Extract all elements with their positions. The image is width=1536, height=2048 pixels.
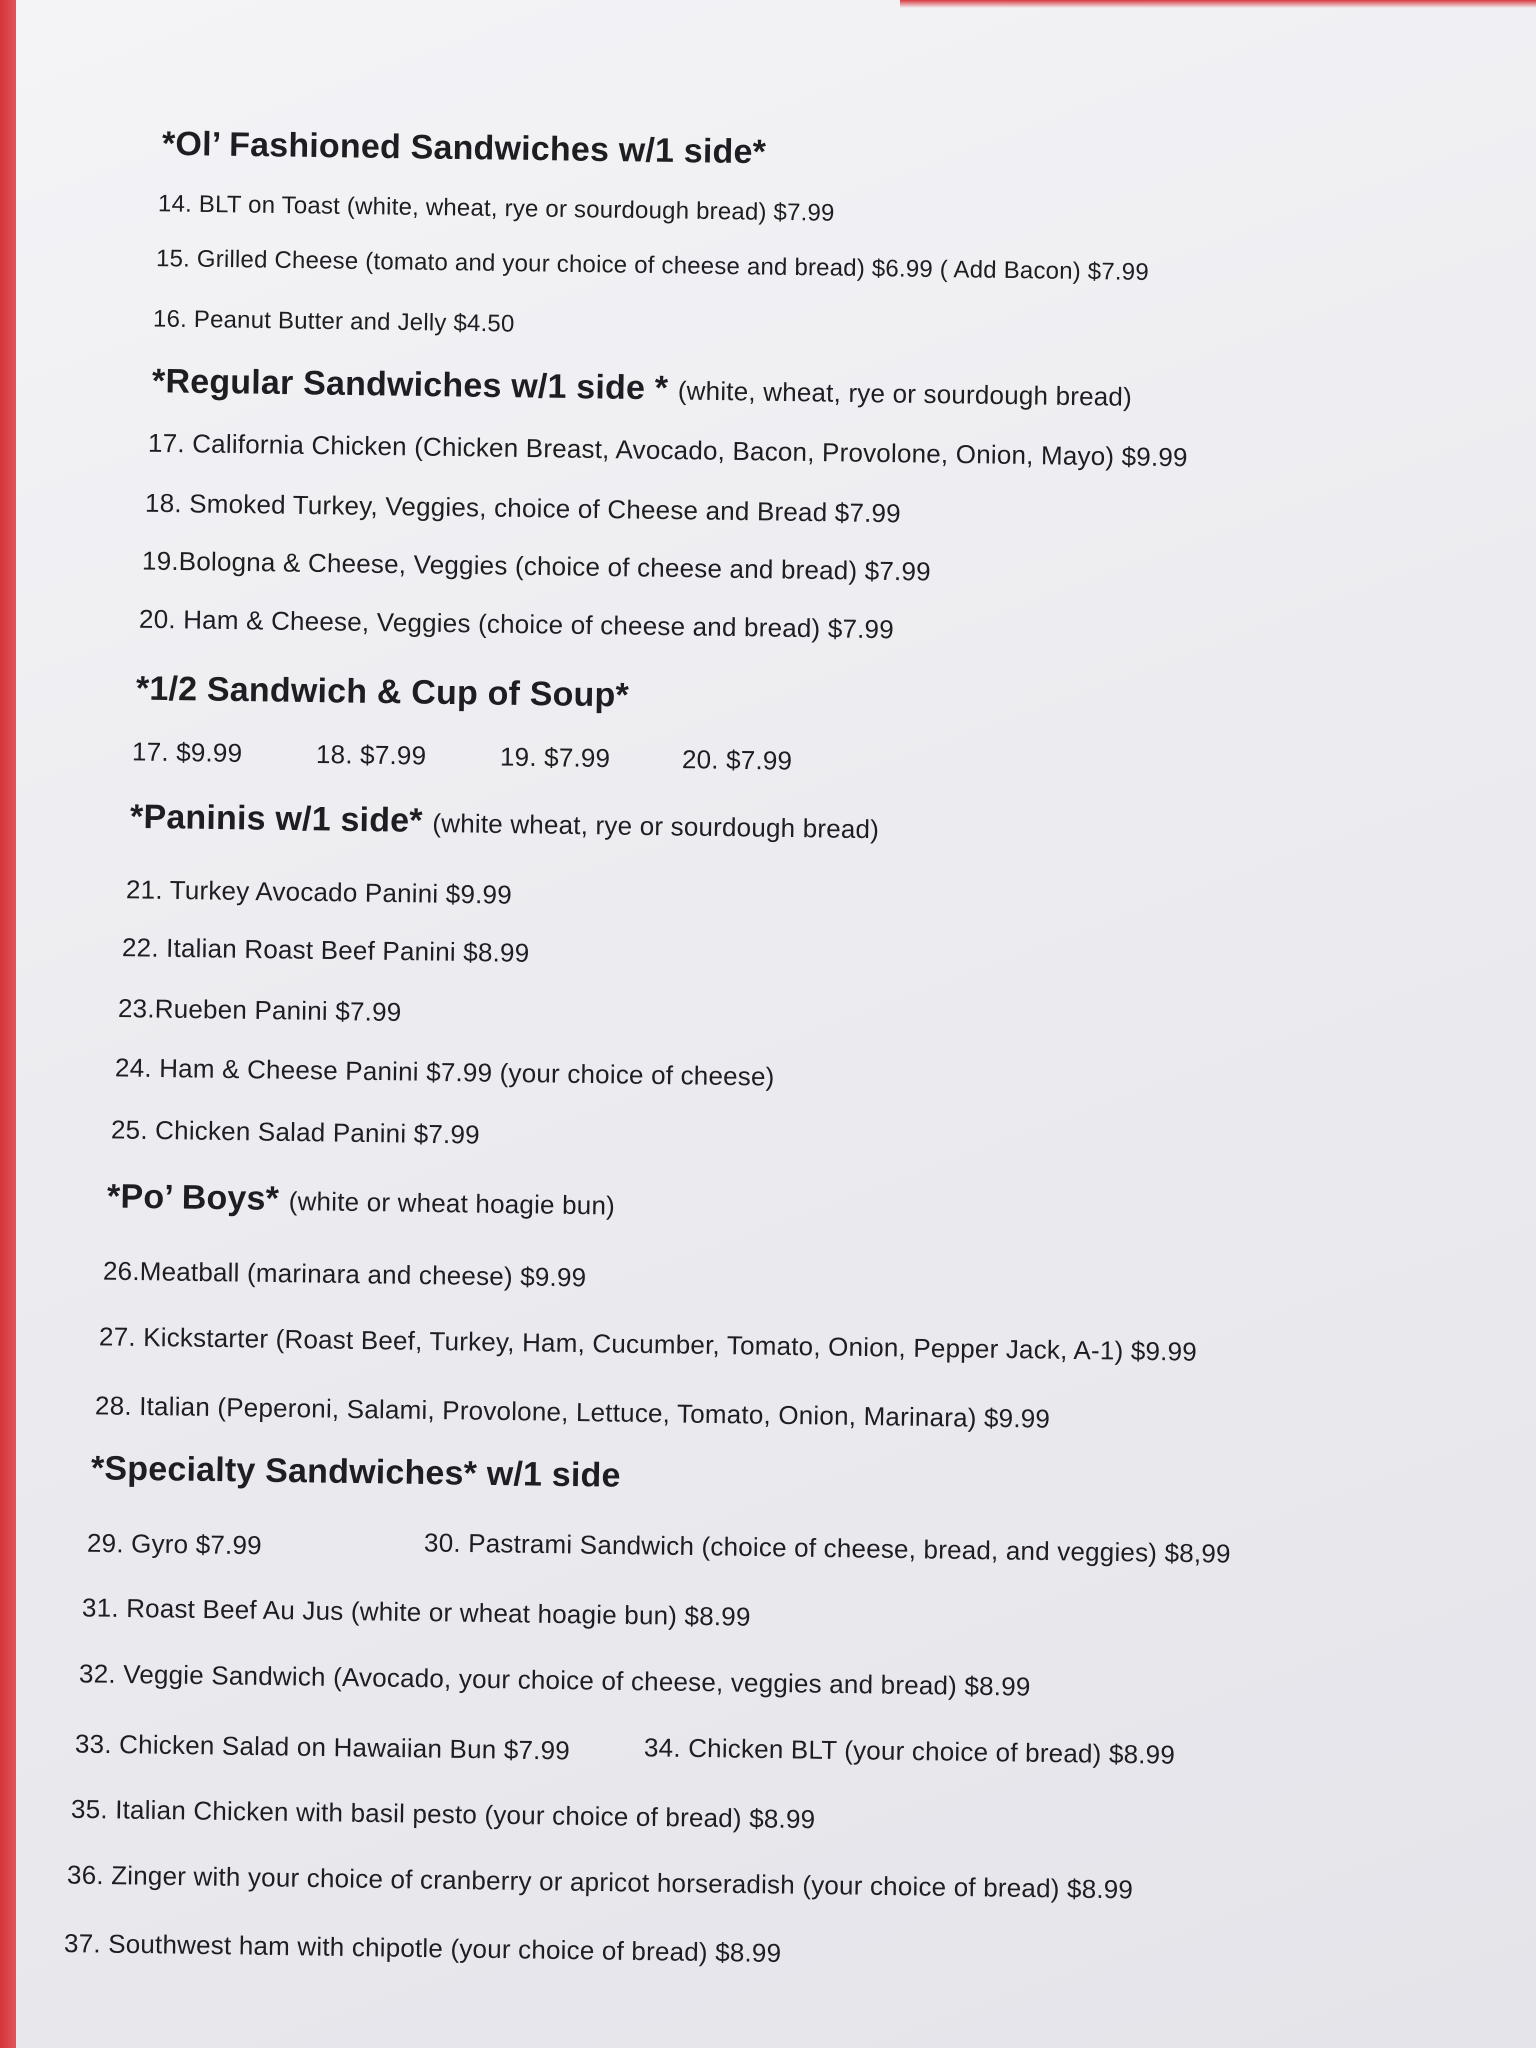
menu-item: 31. Roast Beef Au Jus (white or wheat hoagie bun) $8.99 xyxy=(81,1592,751,1632)
section-heading-regular-title: *Regular Sandwiches w/1 side * xyxy=(151,362,669,408)
section-heading-po-boys xyxy=(107,1176,616,1225)
menu-item: 25. Chicken Salad Panini $7.99 xyxy=(110,1114,481,1150)
menu-item: 28. Italian (Peperoni, Salami, Provolone, Lettuce, Tomato, Onion, Marinara) $9.99 xyxy=(94,1390,1051,1434)
menu-item: 36. Zinger with your choice of cranberry or apricot horseradish (your choice of bread) $8.99 xyxy=(66,1859,1134,1905)
menu-item: 16. Peanut Butter and Jelly $4.50 xyxy=(152,305,515,338)
menu-item: 24. Ham & Cheese Panini $7.99 (your choice of cheese) xyxy=(114,1052,775,1092)
menu-item: 29. Gyro $7.99 xyxy=(86,1527,262,1561)
menu-item: 19.Bologna & Cheese, Veggies (choice of cheese and bread) $7.99 xyxy=(141,545,931,587)
menu-item: 23.Rueben Panini $7.99 xyxy=(117,993,402,1027)
section-heading-paninis-title: *Paninis w/1 side* xyxy=(129,797,424,840)
section-heading-specialty: *Specialty Sandwiches* w/1 side xyxy=(90,1449,621,1495)
section-heading-po-boys-title: *Po’ Boys* xyxy=(106,1177,280,1218)
red-folder-top-edge xyxy=(900,0,1536,8)
menu-item: 30. Pastrami Sandwich (choice of cheese, bread, and veggies) $8,99 xyxy=(423,1527,1231,1569)
menu-item: 26.Meatball (marinara and cheese) $9.99 xyxy=(102,1255,587,1293)
section-subheading-regular: (white, wheat, rye or sourdough bread) xyxy=(677,375,1133,412)
menu-item: 32. Veggie Sandwich (Avocado, your choice of cheese, veggies and bread) $8.99 xyxy=(78,1658,1031,1702)
soup-price: 20. $7.99 xyxy=(681,744,793,776)
section-heading-half-sandwich: *1/2 Sandwich & Cup of Soup* xyxy=(135,669,630,715)
section-subheading-po-boys: (white or wheat hoagie bun) xyxy=(288,1185,616,1221)
menu-item: 27. Kickstarter (Roast Beef, Turkey, Ham, Cucumber, Tomato, Onion, Pepper Jack, A-1) $9.99 xyxy=(98,1321,1198,1367)
menu-item: 21. Turkey Avocado Panini $9.99 xyxy=(125,874,513,910)
section-subheading-paninis: (white wheat, rye or sourdough bread) xyxy=(432,807,880,845)
menu-item: 18. Smoked Turkey, Veggies, choice of Cheese and Bread $7.99 xyxy=(144,487,902,529)
menu-item: 15. Grilled Cheese (tomato and your choice of cheese and bread) $6.99 ( Add Bacon) $7.99 xyxy=(155,245,1150,286)
soup-price: 19. $7.99 xyxy=(499,741,611,774)
menu-item: 34. Chicken BLT (your choice of bread) $8.99 xyxy=(643,1732,1176,1770)
section-heading-old-fashioned: *Ol’ Fashioned Sandwiches w/1 side* xyxy=(161,124,767,172)
menu-item: 17. California Chicken (Chicken Breast, Avocado, Bacon, Provolone, Onion, Mayo) $9.99 xyxy=(147,427,1188,473)
menu-item: 37. Southwest ham with chipotle (your choice of bread) $8.99 xyxy=(63,1927,782,1969)
red-folder-edge xyxy=(0,0,16,2048)
menu-item: 14. BLT on Toast (white, wheat, rye or sourdough bread) $7.99 xyxy=(157,190,835,227)
soup-price: 17. $9.99 xyxy=(131,736,243,768)
menu-item: 35. Italian Chicken with basil pesto (your choice of bread) $8.99 xyxy=(70,1793,816,1835)
menu-item: 22. Italian Roast Beef Panini $8.99 xyxy=(121,932,530,968)
menu-item: 20. Ham & Cheese, Veggies (choice of cheese and bread) $7.99 xyxy=(138,603,895,645)
soup-price: 18. $7.99 xyxy=(315,738,427,771)
menu-item: 33. Chicken Salad on Hawaiian Bun $7.99 xyxy=(74,1728,571,1766)
